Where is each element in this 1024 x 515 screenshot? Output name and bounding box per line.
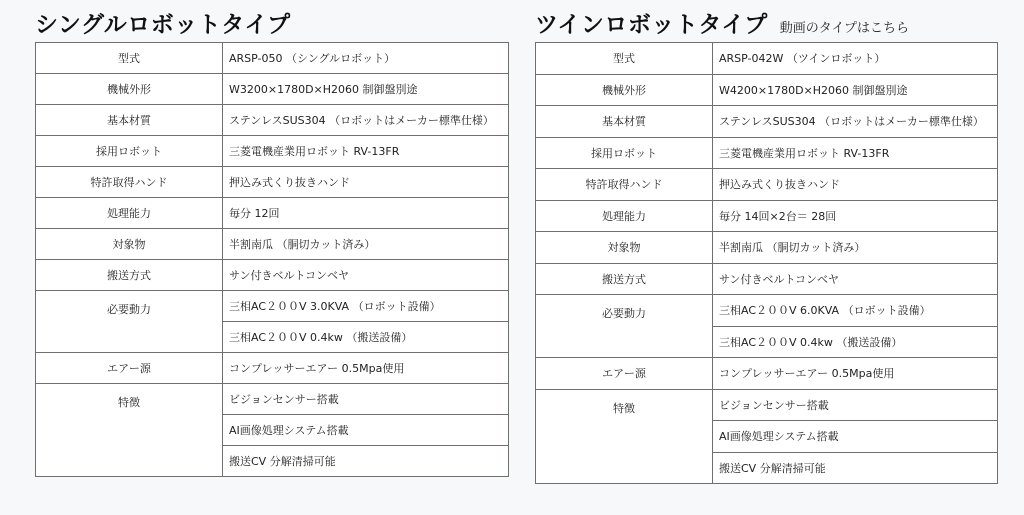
twin-robot-title: ツインロボットタイプ (535, 12, 768, 38)
spec-label: 機械外形 (36, 74, 223, 105)
spec-value: ARSP-050 （シングルロボット） (223, 43, 509, 74)
spec-label: 特徴 (536, 389, 713, 484)
spec-label: 採用ロボット (536, 137, 713, 169)
spec-label: 搬送方式 (36, 260, 223, 291)
spec-label: 特徴 (36, 384, 223, 477)
spec-value: コンプレッサーエアー 0.5Mpa使用 (223, 353, 509, 384)
spec-value: 半割南瓜 （胴切カット済み） (713, 232, 998, 264)
spec-value: コンプレッサーエアー 0.5Mpa使用 (713, 358, 998, 390)
spec-value: W4200×1780D×H2060 制御盤別途 (713, 74, 998, 106)
spec-value: 三菱電機産業用ロボット RV-13FR (223, 136, 509, 167)
spec-row (36, 105, 509, 136)
spec-row (36, 74, 509, 105)
spec-row (536, 389, 998, 421)
spec-row (536, 137, 998, 169)
spec-row (536, 74, 998, 106)
spec-row (536, 295, 998, 327)
spec-label: 対象物 (36, 229, 223, 260)
spec-value: ビジョンセンサー搭載 (223, 384, 509, 415)
spec-row (536, 263, 998, 295)
spec-value: ビジョンセンサー搭載 (713, 389, 998, 421)
spec-value: AI画像処理システム搭載 (223, 415, 509, 446)
spec-label: 必要動力 (536, 295, 713, 358)
spec-value: 三相AC２００V 0.4kw （搬送設備） (223, 322, 509, 353)
spec-label: 特許取得ハンド (36, 167, 223, 198)
spec-row (36, 384, 509, 415)
spec-value: 搬送CV 分解清掃可能 (713, 452, 998, 484)
spec-value: 三相AC２００V 0.4kw （搬送設備） (713, 326, 998, 358)
spec-value: 毎分 12回 (223, 198, 509, 229)
spec-label: 搬送方式 (536, 263, 713, 295)
spec-label: 特許取得ハンド (536, 169, 713, 201)
spec-value: 半割南瓜 （胴切カット済み） (223, 229, 509, 260)
spec-row (536, 358, 998, 390)
single-robot-title: シングルロボットタイプ (35, 12, 291, 38)
spec-row (36, 136, 509, 167)
single-robot-spec-table (35, 42, 509, 477)
spec-label: 処理能力 (536, 200, 713, 232)
spec-value: 三菱電機産業用ロボット RV-13FR (713, 137, 998, 169)
spec-row (36, 198, 509, 229)
spec-row (536, 169, 998, 201)
spec-label: 型式 (536, 43, 713, 75)
spec-value: 押込み式くり抜きハンド (223, 167, 509, 198)
single-robot-heading (35, 0, 509, 42)
spec-value: ステンレスSUS304 （ロボットはメーカー標準仕様） (713, 106, 998, 138)
spec-value: ステンレスSUS304 （ロボットはメーカー標準仕様） (223, 105, 509, 136)
spec-label: 型式 (36, 43, 223, 74)
spec-row (36, 291, 509, 322)
spec-label: 処理能力 (36, 198, 223, 229)
spec-value: 搬送CV 分解清掃可能 (223, 446, 509, 477)
spec-value: 三相AC２００V 6.0KVA （ロボット設備） (713, 295, 998, 327)
spec-label: 対象物 (536, 232, 713, 264)
spec-value: 毎分 14回×2台＝ 28回 (713, 200, 998, 232)
spec-label: 基本材質 (36, 105, 223, 136)
spec-value: ARSP-042W （ツインロボット） (713, 43, 998, 75)
single-robot-panel (35, 0, 509, 477)
twin-robot-panel (535, 0, 998, 484)
spec-value: 三相AC２００V 3.0KVA （ロボット設備） (223, 291, 509, 322)
video-type-link[interactable]: 動画のタイプはこちら (779, 21, 910, 36)
twin-robot-heading (535, 0, 998, 42)
spec-label: 必要動力 (36, 291, 223, 353)
spec-row (536, 43, 998, 75)
spec-label: エアー源 (536, 358, 713, 390)
spec-row (536, 106, 998, 138)
spec-value: サン付きベルトコンベヤ (713, 263, 998, 295)
spec-value: 押込み式くり抜きハンド (713, 169, 998, 201)
spec-row (36, 43, 509, 74)
twin-robot-spec-table (535, 42, 998, 484)
spec-label: 基本材質 (536, 106, 713, 138)
spec-row (36, 167, 509, 198)
spec-row (536, 200, 998, 232)
spec-label: 採用ロボット (36, 136, 223, 167)
spec-value: AI画像処理システム搭載 (713, 421, 998, 453)
spec-value: サン付きベルトコンベヤ (223, 260, 509, 291)
spec-label: エアー源 (36, 353, 223, 384)
spec-row (536, 232, 998, 264)
spec-row (36, 260, 509, 291)
spec-value: W3200×1780D×H2060 制御盤別途 (223, 74, 509, 105)
spec-row (36, 353, 509, 384)
spec-row (36, 229, 509, 260)
spec-label: 機械外形 (536, 74, 713, 106)
